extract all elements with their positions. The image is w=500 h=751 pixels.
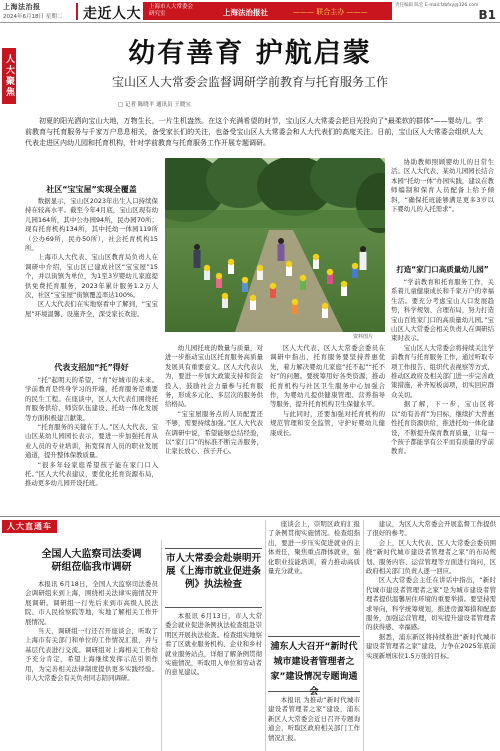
body-paragraph: 据了解，下一步，宝山区将以“幼有善育”为目标，继续扩大普惠性托育资源供给，推进托幼一体化建设，不断提升保育教育质量，让每一个孩子都能享有公平而有质量的学前教育。 <box>391 400 494 456</box>
brief-title-national: 全国人大监察司法委调研组莅临我市调研 <box>41 549 142 573</box>
masthead-divider <box>76 3 78 20</box>
child-figure <box>300 275 306 290</box>
feature-subheadline: 宝山区人大常委会监督调研学前教育与托育服务工作 <box>111 75 388 89</box>
brief-title-pudong: 浦东人大召开“新时代城市建设者管理者之家”建设情况专题询通会 <box>268 636 360 692</box>
column-rule <box>363 520 364 751</box>
body-paragraph: 数据显示，宝山区2023年出生人口持续保持在较高水平。截至今年4月底，宝山区现有幼儿园164所，其中公办园94所，民办园70所；现有托育机构134所，其中托幼一体园119所（公办69所，民办50所），社会托育机构15所。 <box>25 197 158 253</box>
column-rule <box>265 520 266 751</box>
feature-byline: □ 记者 陈晓平 通讯员 王晓宝 <box>118 102 191 108</box>
body-paragraph: 建议，为区人大常委会开展监督工作提供了很好的参考。 <box>366 520 496 538</box>
tree-line <box>165 158 385 233</box>
body-paragraph: 协助教师照顾婴幼儿的日常生活。区人大代表、某幼儿园园长结合本园“托幼一体”办园实践，建议在教师编制和保育人员配备上给予倾斜，“确保托班能够满足更多3岁以下婴幼儿的入托需求”。 <box>391 158 494 214</box>
column-label-focus: 人大聚焦 <box>2 48 16 104</box>
brief-body-pudong <box>268 696 360 750</box>
adult-figure <box>194 244 201 268</box>
body-paragraph: 区人大代表、区人大常委会委员在调研中指出，托育服务要坚持普惠优先，着力解决婴幼儿家庭“托不起”“托不好”的问题。要统筹用好各类资源，推动托育机构与社区卫生服务中心加强合作，为婴幼儿提供健康管理、营养指导等服务，提升托育机构卫生保健水平。 <box>270 344 385 409</box>
section-divider <box>0 516 500 517</box>
section3-title: 打造“家门口高质量幼儿园” <box>396 265 489 274</box>
banner-org1 <box>149 4 193 18</box>
child-figure <box>242 277 248 292</box>
brief-body-national <box>25 580 158 750</box>
newspaper-logo: 上海法治报 <box>3 2 41 11</box>
banner-org1-line1: 上海市人大常委会 <box>149 4 194 10</box>
child-figure <box>313 254 319 269</box>
child-figure <box>270 283 276 298</box>
body-paragraph: “宝宝屋服务点的人员配置还不够，需要持续加强。”区人大代表在调研中说，希望能够总结经验，以“家门口”的标准不断完善服务，让家长放心、孩子开心。 <box>165 409 263 456</box>
body-paragraph: 幼儿园托班的数量与质量，对进一步推动宝山区托育服务高质量发展具有重要意义。区人大代表认为，要进一步加大政策支持和资金投入，鼓励社会力量参与托育服务，形成多元化、多层次的服务供给格局。 <box>165 344 263 409</box>
body-paragraph: 宝山区人大常委会将持续关注学前教育与托育服务工作，通过听取专项工作报告、组织代表视察等方式，推动区政府及相关部门进一步完善政策措施，补齐短板弱项，切实回应群众关切。 <box>391 343 494 399</box>
feature-photo <box>165 158 385 332</box>
column-rule <box>161 540 162 751</box>
brief-title-employment: 市人大常委会赴崇明开展《上海市就业促进条例》执法检查 <box>165 548 262 608</box>
child-figure <box>286 261 292 276</box>
banner-joint-sponsor: ——— 联合主办 ——— <box>293 8 368 16</box>
section2-title: 代表支招加“托”得好 <box>54 363 129 372</box>
body-paragraph: 座谈会上，崇明区政府汇报了条例贯彻实施情况。检查组指出，要进一步压实促进就业的主体责任，聚焦重点群体就业，强化职业技能培训，着力推动高质量充分就业。 <box>268 520 360 576</box>
editor-credit: 责任编辑 陈宏 E-mail:fzbfxy@126.com <box>395 3 479 8</box>
under-photo-left-column <box>165 344 263 512</box>
feature-intro: 初夏的阳光洒向宝山大地，万物生长，一片生机盎然。在这个充满希望的时节，宝山区人大常委会把目光投向了“最柔软的群体”——婴幼儿。学前教育与托育服务与千家万户息息相关，备受家长们的关注，也备受宝山区人大常委会和人大代表们的高度关注。日前，宝山区人大常委会组织人大代表走进区内幼儿园和托育机构，针对学前教育与托育服务工作开展专题调研。 <box>25 117 483 147</box>
masthead-rule <box>0 22 500 23</box>
sponsor-banner <box>143 2 392 20</box>
body-paragraph: 当天，调研组一行还召开座谈会，听取了上海市有关部门和单位的工作情况汇报，并与基层代表进行交流。调研组对上海相关工作给予充分肯定，希望上海继续发挥示范引领作用，为完善相关法律制度提供更多实践经验。市人大常委会有关负责同志陪同调研。 <box>25 627 158 683</box>
body-paragraph: “学前教育和托育服务工作，关系着儿童健康成长和千家万户的幸福生活。要充分考虑宝山人口发展趋势，科学规划、合理布局，努力打造宝山百姓家门口的高质量幼儿园。”宝山区人大常委会相关负责人在调研结束时表示。 <box>391 278 494 343</box>
child-figure <box>222 293 228 308</box>
photo-caption: 资料图片 <box>353 334 374 340</box>
child-figure <box>257 265 263 280</box>
body-paragraph: 上海市人大代表、宝山区教育局负责人在调研中介绍，宝山区已建成社区“宝宝屋”15个，并以街镇为单位，为1至3岁婴幼儿家庭提供免费托育服务，2023年累计服务1.2万人次，社区“宝宝屋”街镇覆盖率达100%。 <box>25 253 158 300</box>
adult-figure <box>360 246 367 270</box>
brief-body-pudong-continued <box>366 520 496 750</box>
under-photo-right-column <box>270 344 385 512</box>
body-paragraph: 区人大常委会主任在讲话中指出，“新时代城市建设者管理者之家”是为城市建设者管理者提供温馨居住环境的重要举措。要坚持需求导向，科学统筹规划，推进房源筹措和配套服务，加强运营管理，切实提升建设者管理者的获得感、幸福感。 <box>366 576 496 632</box>
child-figure <box>204 265 210 280</box>
child-figure <box>352 263 358 278</box>
brief-body-employment-continued <box>268 520 360 630</box>
section3-body <box>391 278 494 514</box>
right-top-column <box>391 158 494 258</box>
brief-body-employment <box>165 612 262 750</box>
section-name: 走近人大 <box>83 6 141 22</box>
feature-headline: 幼有善育 护航启蒙 <box>128 38 372 69</box>
child-figure <box>228 259 234 274</box>
body-paragraph: “很多年轻家庭希望孩子能在家门口入托。”区人大代表建议，要优化托育资源布局，推动更多幼儿园开设托班。 <box>25 460 158 488</box>
adult-figure <box>278 238 285 261</box>
publication-date: 2024年6月18日 星期二 <box>3 14 63 20</box>
body-paragraph: 本报讯 6月13日，市人大常委会就业促进条例执法检查组赴崇明区开展执法检查。检查组实地察看了区就业服务机构、企业和乡村就业服务站点，详细了解条例贯彻实施情况，听取用人单位和劳动者的意见建议。 <box>165 612 262 677</box>
body-paragraph: 据悉，浦东新区将持续推进“新时代城市建设者管理者之家”建设，力争在2025年底前实现新增床位1.5万张的目标。 <box>366 632 496 660</box>
body-paragraph: 区人大代表们在实地察看中了解到，“宝宝屋”环境温馨、设施齐全，深受家长欢迎。 <box>25 300 158 318</box>
page-number: B1 <box>478 8 496 22</box>
body-paragraph: “托育服务的关键在于人。”区人大代表、宝山区某幼儿园园长表示，要进一步加强托育从业人员的专业培训，拓宽保育人员的职业发展通道，提升整体保教质量。 <box>25 423 158 460</box>
column-label-express: 人大直通车 <box>2 520 57 533</box>
banner-org2: 上海法治报社 <box>223 8 268 17</box>
body-paragraph: 本报讯 6月18日，全国人大监察司法委员会调研组来到上海，围绕相关法律实施情况开展调研。调研组一行先后来到市高级人民法院、市人民检察院等地，实地了解相关工作开展情况。 <box>25 580 158 626</box>
child-figure <box>341 281 347 296</box>
child-figure <box>327 269 333 284</box>
children-in-park-photo <box>165 158 385 332</box>
child-figure <box>292 299 298 314</box>
child-figure <box>216 273 222 288</box>
child-figure <box>322 303 328 318</box>
body-paragraph: “托”起明天的希望，“育”好城市的未来。学前教育是终身学习的开端，托育服务是重要的民生工程。在座谈中，区人大代表们围绕托育服务供给、师资队伍建设、托幼一体化发展等方面积极建言献策。 <box>25 376 158 422</box>
banner-org1-line2: 研究室 <box>149 11 166 17</box>
section1-body <box>25 197 158 353</box>
body-paragraph: 会上，区人大代表、区人大常委会委员围绕“新时代城市建设者管理者之家”的布局规划、服务内容、运营管理等方面进行询问，区政府相关部门负责人逐一回应。 <box>366 538 496 576</box>
body-paragraph: 与此同时，还要加强对托育机构的规范管理和安全监管，守护好婴幼儿健康成长。 <box>270 409 385 437</box>
section2-body <box>25 376 158 512</box>
child-figure <box>250 295 256 310</box>
body-paragraph: 本报讯 为推动“新时代城市建设者管理者之家”建设，浦东新区人大常委会近日召开专题询通会，听取区政府相关部门工作情况汇报。 <box>268 696 360 742</box>
section1-title: 社区“宝宝屋”实现全覆盖 <box>46 185 137 194</box>
